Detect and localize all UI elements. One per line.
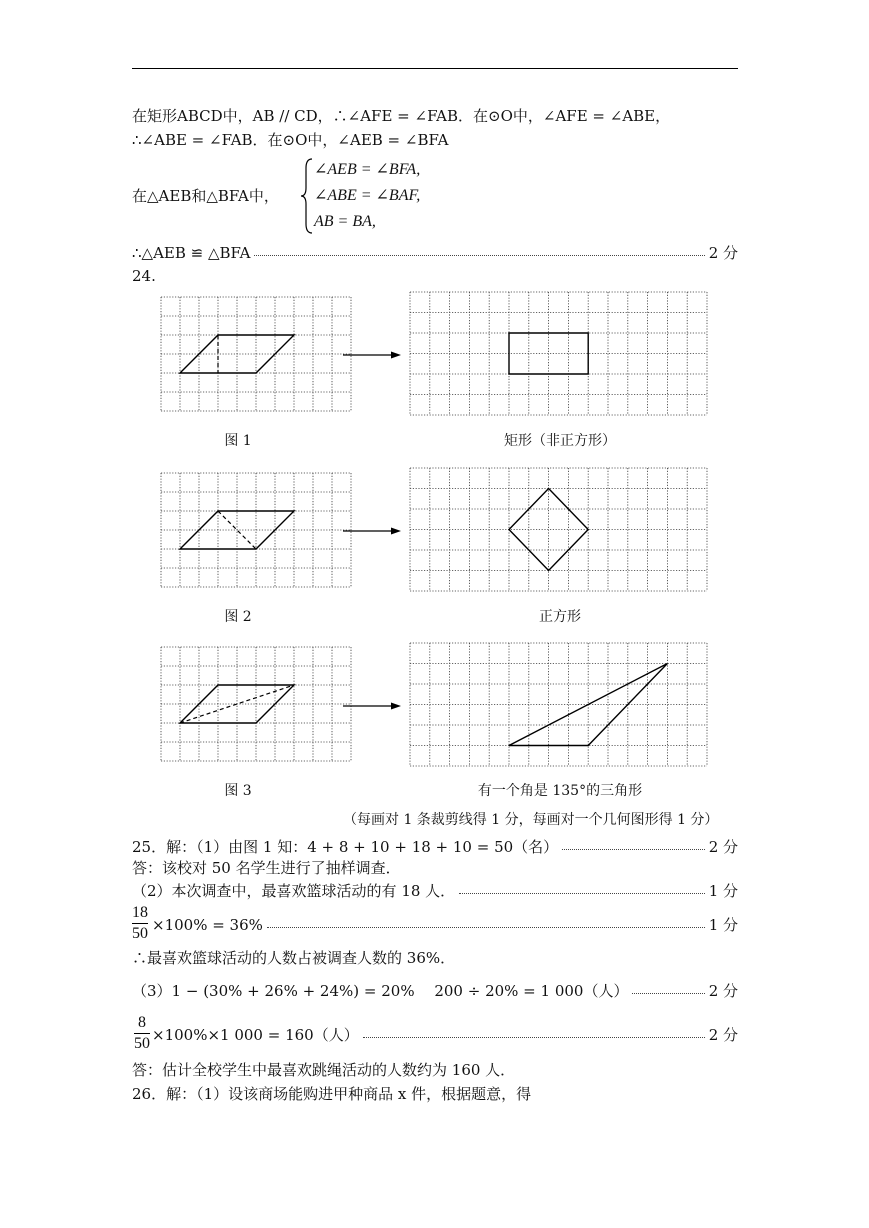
- proof-conclusion-text: ∴△AEB ≌ △BFA: [132, 243, 251, 262]
- arrow-2-head: [391, 528, 401, 535]
- q25-line-8: 答：估计全校学生中最喜欢跳绳活动的人数约为 160 人．: [132, 1061, 516, 1079]
- caption-fig2: 图 2: [224, 609, 252, 625]
- arrow-1-head: [391, 352, 401, 359]
- scoring-note: （每画对 1 条裁剪线得 1 分，每画对一个几何图形得 1 分）: [343, 812, 719, 828]
- caption-result3: 有一个角是 135°的三角形: [477, 783, 643, 799]
- leader-dots: [632, 993, 704, 994]
- fraction-8-50: [134, 1014, 150, 1053]
- grid-result2: [410, 468, 707, 591]
- fraction-numerator: 8: [138, 1014, 146, 1031]
- proof-line-1: 在矩形ABCD中，AB // CD，∴∠AFE = ∠FAB．在⊙O中，∠AFE = ∠ABE，: [132, 107, 671, 125]
- q25-line-7-text: ×100%×1 000 = 160（人）: [152, 1026, 359, 1044]
- question-24-number: 24.: [132, 267, 156, 285]
- caption-fig3: 图 3: [224, 783, 252, 799]
- fraction-denominator: 50: [132, 925, 148, 942]
- q25-line-6: [132, 980, 738, 1001]
- q25-line-7: [152, 1024, 738, 1045]
- system-eq-1: ∠AEB = ∠BFA,: [314, 161, 421, 178]
- fraction-denominator: 50: [134, 1035, 150, 1052]
- fraction-18-50: [132, 904, 148, 943]
- fraction-bar: [132, 923, 148, 924]
- q25-line-5: ∴最喜欢篮球活动的人数占被调查人数的 36%．: [132, 949, 456, 967]
- q26-line-1: 26．解：（1）设该商场能购进甲种商品 x 件，根据题意，得: [132, 1085, 532, 1103]
- q25-line-1: [132, 836, 738, 857]
- leader-dots: [363, 1037, 705, 1038]
- caption-result2: 正方形: [539, 609, 581, 625]
- arrow-3-head: [391, 703, 401, 710]
- q25-line-1-text: 25．解：（1）由图 1 知：4 + 8 + 10 + 18 + 10 = 50（名）: [132, 838, 559, 856]
- score-label: 1 分: [708, 882, 738, 900]
- q25-line-4: [152, 914, 738, 935]
- score-label: 1 分: [708, 916, 738, 934]
- q25-line-6-text: （3）1 − (30% + 26% + 24%) = 20% 200 ÷ 20% = 1 000（人）: [132, 982, 629, 1000]
- fraction-numerator: 18: [132, 904, 148, 921]
- grid-fig2: [161, 473, 351, 587]
- q25-line-3-text: （2）本次调查中，最喜欢篮球活动的有 18 人．: [132, 882, 456, 900]
- grid-fig3: [161, 647, 351, 761]
- grid-result1: [410, 292, 707, 415]
- system-eq-2: ∠ABE = ∠BAF,: [314, 187, 421, 204]
- system-eq-3: AB = BA,: [314, 213, 376, 230]
- proof-line-2: ∴∠ABE = ∠FAB．在⊙O中，∠AEB = ∠BFA: [132, 131, 449, 149]
- grid-result3: [410, 643, 707, 766]
- q25-line-2: 答：该校对 50 名学生进行了抽样调查．: [132, 859, 401, 877]
- score-label: 2 分: [708, 244, 738, 262]
- score-label: 2 分: [708, 838, 738, 856]
- q25-line-4-text: ×100% = 36%: [152, 915, 263, 934]
- score-label: 2 分: [708, 1026, 738, 1044]
- leader-dots: [459, 893, 705, 894]
- fraction-bar: [134, 1033, 150, 1034]
- caption-result1: 矩形（非正方形）: [504, 433, 616, 449]
- q25-line-3: [132, 880, 738, 901]
- grid-fig1: [161, 297, 351, 411]
- caption-fig1: 图 1: [224, 433, 252, 449]
- score-label: 2 分: [708, 982, 738, 1000]
- leader-dots: [267, 927, 705, 928]
- leader-dots: [562, 849, 705, 850]
- proof-line-3-prefix: 在△AEB和△BFA中，: [132, 187, 279, 205]
